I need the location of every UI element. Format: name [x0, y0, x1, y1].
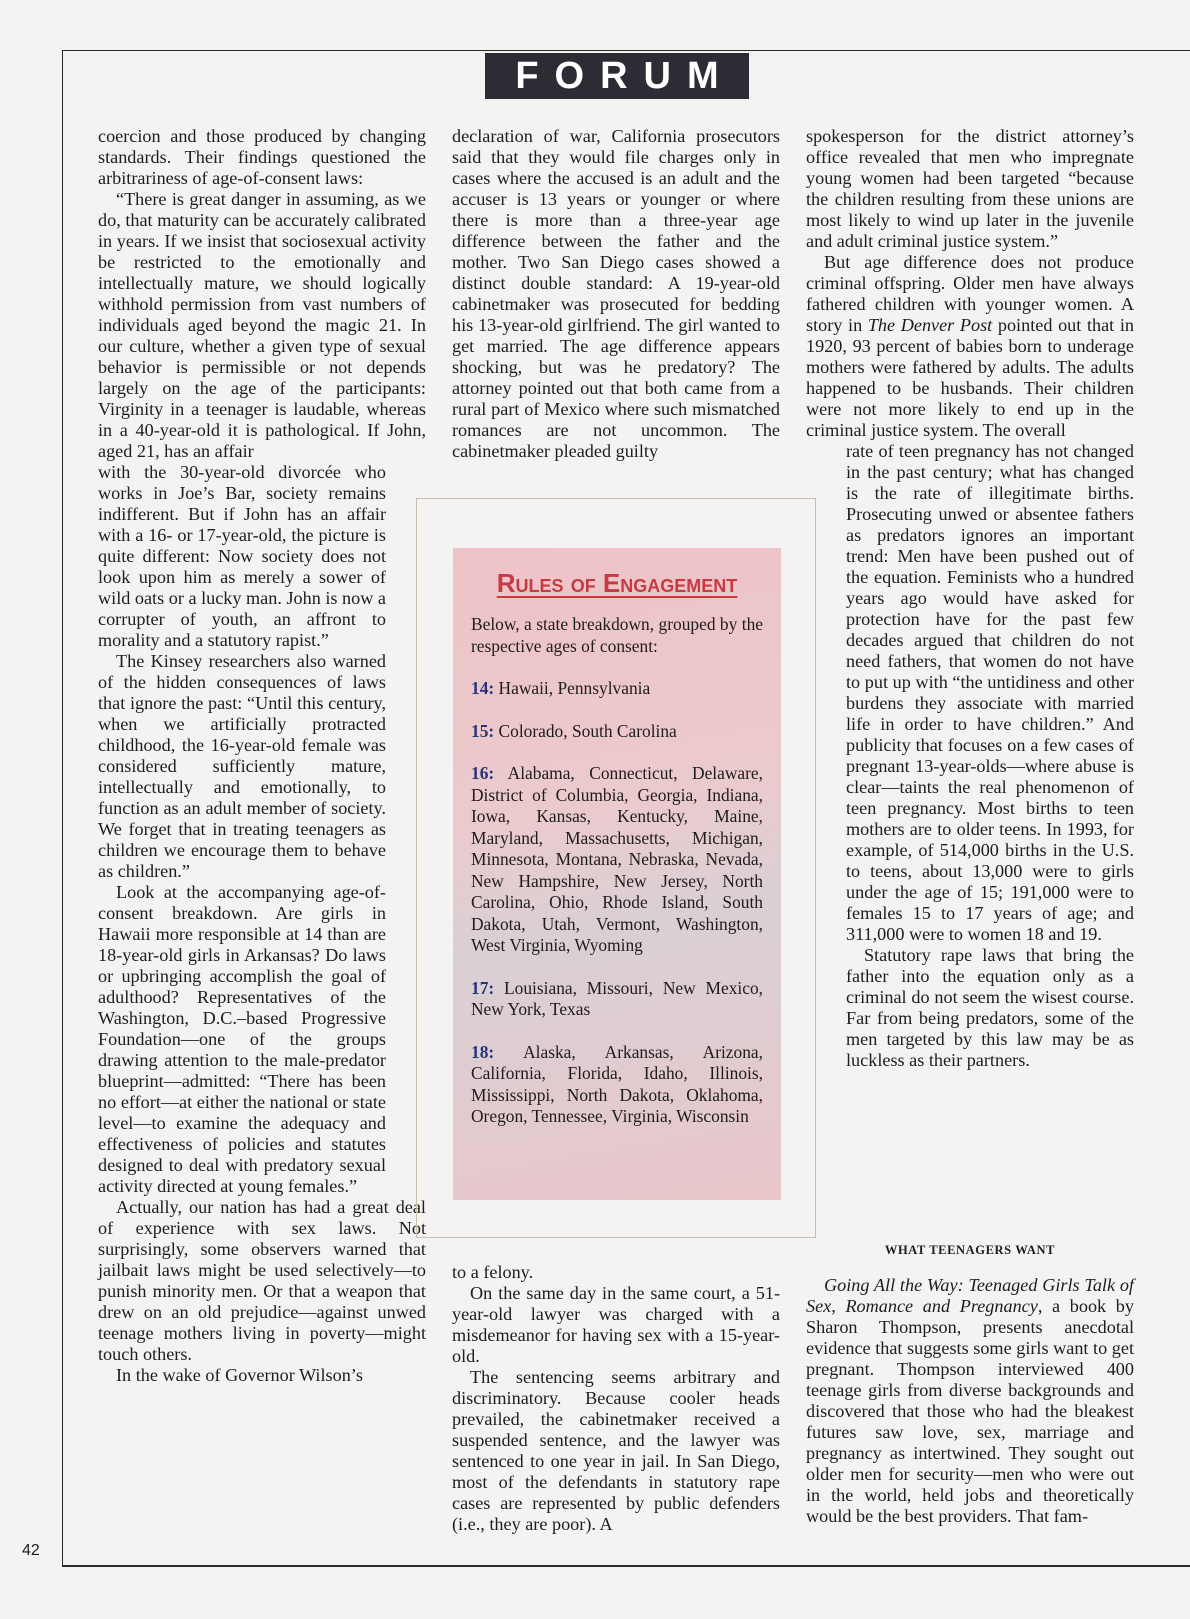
state-list: Colorado, South Carolina	[494, 720, 677, 741]
paragraph: with the 30-year-old divorcée who works in Joe’s Bar, society remains indifferent. But if John has an affair with a 16- or 17-year-old, the picture is quite different: Now society does not look upon him as merely a sower of wild oats or a lucky man. John is now a corrupter of youth, an affront to morality and a statutory rapist.”	[98, 462, 386, 650]
age-label: 18:	[471, 1041, 495, 1062]
frame-bottom-rule	[62, 1565, 1190, 1567]
article-column-1	[98, 126, 426, 1386]
paragraph: rate of teen pregnancy has not changed in the past century; what has changed is the rate of illegitimate births. Prosecuting unwed or absentee fathers as predators ignores an important trend: Men have been pushed out of the equation. Feminists who a hundred years ago would have asked for protection have for the past few decades argued that children do not need fathers, that women do not have to put up with “the untidiness and other burdens they associate with married life in order to have children.” And publicity that focuses on a few cases of pregnant 13-year-olds—where abuse is clear—taints the real phenomenon of teen pregnancy. Most births to teen mothers are to older teens. In 1993, for example, of 514,000 births in the U.S. to teens, about 13,000 were to girls under the age of 15; 191,000 were to females 15 to 17 years of age; and 311,000 were to women 18 and 19.	[846, 441, 1134, 944]
state-list: Alaska, Arkansas, Arizona, California, Florida, Idaho, Illinois, Mississippi, North Dakota, Oklahoma, Oregon, Tennessee, Virginia, Wisconsin	[471, 1041, 763, 1126]
article-column-3-continued	[806, 1240, 1134, 1527]
article-column-2	[452, 126, 780, 462]
paragraph: coercion and those produced by changing standards. Their findings questioned the arbitrariness of age-of-consent laws:	[98, 126, 426, 188]
book-title: Going All the Way: Teenaged Girls Talk of Sex, Romance and Pregnancy	[806, 1275, 1134, 1316]
paragraph: The Kinsey researchers also warned of the hidden consequences of laws that ignore the past: “Until this century, when we artificially protracted childhood, the 16-year-old female was considered sufficiently mature, intellectually and emotionally, to function as an adult member of society. We forget that in treating teenagers as children we encourage them to behave as children.”	[98, 651, 386, 881]
paragraph: Statutory rape laws that bring the father into the equation only as a criminal do not seem the wisest course. Far from being predators, some of the men targeted by this law may be as luckless as their partners.	[846, 945, 1134, 1070]
paragraph: Going All the Way: Teenaged Girls Talk of Sex, Romance and Pregnancy, a book by Sharon Thompson, presents anecdotal evidence that suggests some girls want to get pregnant. Thompson interviewed 400 teenage girls from diverse backgrounds and discovered that those who had the bleakest futures saw love, sex, marriage and pregnancy as intertwined. They sought out older men for security—men who were out in the world, held jobs and theoretically would be the best providers. That fam-	[806, 1275, 1134, 1526]
article-column-3	[806, 126, 1134, 1071]
paragraph: But age difference does not produce criminal offspring. Older men have always fathered children with younger women. A story in The Denver Post pointed out that in 1920, 93 percent of babies born to underage mothers were fathered by adults. The adults happened to be husbands. Their children were not more likely to end up in the criminal justice system. The overall	[806, 252, 1135, 440]
paragraph: spokesperson for the district attorney’s office revealed that men who impregnate young women had been targeted “because the children resulting from these unions are most likely to wind up later in the juvenile and adult criminal justice system.”	[806, 126, 1134, 251]
age-label: 14:	[471, 678, 495, 698]
age-label: 16:	[471, 763, 495, 783]
age-label: 17:	[471, 977, 495, 998]
paragraph: “There is great danger in assuming, as we do, that maturity can be accurately calibrated in years. If we insist that sociosexual activity be restricted to the emotionally and intellectually mature, we should logically withhold permission from vast numbers of individuals aged beyond the magic 21. In our culture, whether a given type of sexual behavior is permissible or not depends largely on the age of the participants: Virginity in a teenager is laudable, whereas in a 40-year-old it is pathological. If John, aged 21, has an affair	[98, 189, 426, 461]
age-group	[471, 678, 763, 700]
publication-name: The Denver Post	[867, 315, 993, 335]
age-group	[471, 1042, 763, 1128]
age-group	[471, 763, 763, 957]
paragraph: Look at the accompanying age-of-consent breakdown. Are girls in Hawaii more responsible at 14 than are 18-year-old girls in Arkansas? Do laws or upbringing accomplish the goal of adulthood? Representatives of the Washington, D.C.–based Progressive Foundation—one of the groups drawing attention to the male-predator blueprint—admitted: “There has been no effort—at either the national or state level—to examine the adequacy and effectiveness of policies and statutes designed to deal with predatory sexual activity directed at young females.”	[98, 882, 386, 1196]
age-group	[471, 978, 763, 1021]
sidebar-intro: Below, a state breakdown, grouped by the respective ages of consent:	[471, 614, 763, 656]
section-subhead: WHAT TEENAGERS WANT	[884, 1243, 1056, 1257]
sidebar-rules-of-engagement	[453, 548, 781, 1200]
state-list: Hawaii, Pennsylvania	[494, 678, 651, 698]
paragraph: In the wake of Governor Wilson’s	[116, 1365, 363, 1385]
paragraph: The sentencing seems arbitrary and discriminatory. Because cooler heads prevailed, the cabinetmaker received a suspended sentence, and the lawyer was sentenced to one year in jail. In San Diego, most of the defendants in statutory rape cases are represented by public defenders (i.e., they are poor). A	[452, 1367, 780, 1534]
article-column-2-continued	[452, 1262, 780, 1535]
sidebar-title: Rules of Engagement	[496, 568, 738, 598]
state-list: Alabama, Connecticut, Delaware, District of Columbia, Georgia, Indiana, Iowa, Kansas, Kentucky, Maine, Maryland, Massachusetts, Michigan, Minnesota, Montana, Nebraska, Nevada, New Hampshire, New Jersey, North Carolina, Ohio, Rhode Island, South Dakota, Utah, Vermont, Washington, West Virginia, Wyoming	[471, 763, 763, 955]
frame-top-rule	[62, 50, 1190, 51]
age-group	[471, 721, 763, 743]
section-banner: FORUM	[485, 53, 749, 99]
state-list: Louisiana, Missouri, New Mexico, New York, Texas	[471, 977, 763, 1019]
frame-left-rule	[62, 50, 63, 1565]
paragraph: Actually, our nation has had a great deal of experience with sex laws. Not surprisingly, some observers warned that jailbait laws might be used selectively—to punish minority men. Or that a weapon that drew on an old prejudice—against unwed teenage mothers living in poverty—might touch others.	[98, 1197, 426, 1364]
paragraph: declaration of war, California prosecutors said that they would file charges only in cases where the accused is an adult and the accuser is 13 years or younger or where there is more than a three-year age difference between the father and the mother. Two San Diego cases showed a distinct double standard: A 19-year-old cabinetmaker was prosecuted for bedding his 13-year-old girlfriend. The girl wanted to get married. The age difference appears shocking, but was he predatory? The attorney pointed out that both came from a rural part of Mexico where such mismatched romances are not uncommon. The cabinetmaker pleaded guilty	[452, 126, 780, 461]
age-label: 15:	[471, 720, 495, 741]
paragraph: to a felony.	[452, 1262, 534, 1282]
paragraph: On the same day in the same court, a 51-year-old lawyer was charged with a misdemeanor for having sex with a 15-year-old.	[452, 1283, 780, 1366]
page-number: 42	[22, 1542, 40, 1559]
